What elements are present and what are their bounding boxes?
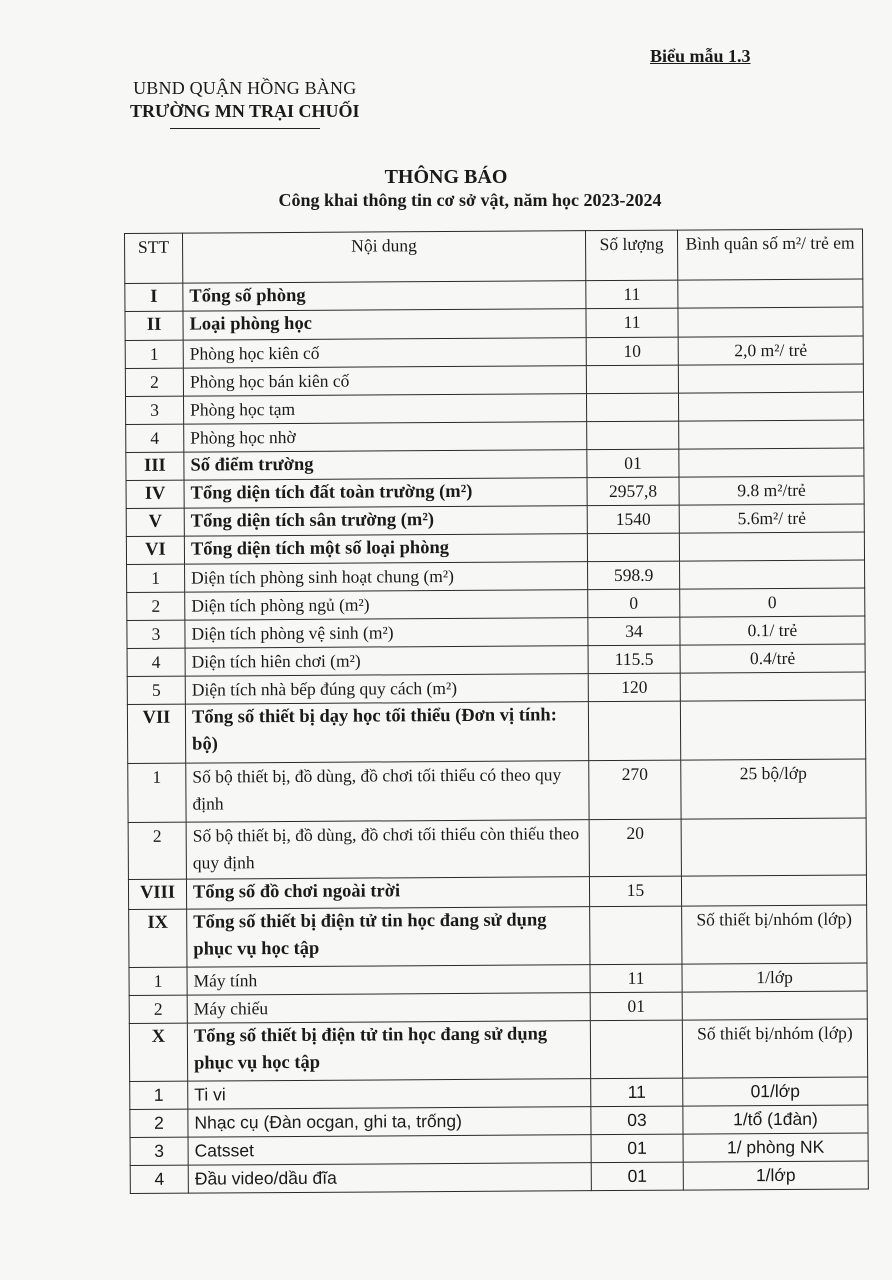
- table-row: [127, 588, 865, 621]
- row-stt: 1: [127, 564, 185, 592]
- row-average: 0.1/ trẻ: [680, 616, 865, 645]
- row-quantity: 01: [587, 449, 679, 478]
- row-stt: IX: [129, 909, 187, 967]
- row-quantity: 0: [588, 589, 680, 618]
- row-quantity: 11: [586, 308, 678, 338]
- row-average: [680, 700, 865, 760]
- table-row: [128, 759, 866, 823]
- row-stt: 4: [126, 424, 184, 452]
- table-row: [125, 392, 863, 425]
- row-quantity: 120: [588, 673, 680, 702]
- row-quantity: 03: [591, 1106, 683, 1135]
- row-stt: II: [125, 311, 183, 340]
- row-quantity: 2957,8: [587, 477, 679, 506]
- row-stt: 2: [130, 1109, 188, 1137]
- row-content: Diện tích phòng ngủ (m²): [185, 590, 588, 620]
- row-stt: 1: [130, 1081, 188, 1109]
- row-stt: 1: [125, 340, 183, 368]
- row-average: [678, 307, 863, 337]
- row-content: Số điểm trường: [184, 450, 587, 480]
- row-stt: VI: [126, 536, 184, 564]
- organization-block: [130, 78, 360, 129]
- row-average: 9.8 m²/trẻ: [679, 476, 864, 505]
- table-row: [125, 279, 863, 312]
- document-title: THÔNG BÁO: [384, 166, 508, 188]
- table-row: [127, 672, 865, 705]
- row-content: Phòng học kiên cố: [183, 338, 586, 368]
- row-quantity: 01: [590, 992, 682, 1021]
- table-row: [127, 616, 865, 649]
- row-content: Tổng diện tích sân trường (m²): [184, 506, 587, 536]
- row-stt: 1: [129, 967, 187, 995]
- row-stt: 3: [127, 620, 185, 648]
- table-row: [129, 905, 867, 968]
- header-stt: STT: [125, 233, 183, 283]
- row-content: Catsset: [188, 1135, 591, 1165]
- row-quantity: 01: [591, 1134, 683, 1163]
- parent-organization: UBND QUẬN HỒNG BÀNG: [133, 78, 357, 98]
- row-average: [680, 560, 865, 589]
- row-content: Số bộ thiết bị, đồ dùng, đồ chơi tối thiểu còn thiếu theo quy định: [186, 820, 589, 879]
- row-average: 1/lớp: [683, 1161, 868, 1190]
- row-content: Máy chiếu: [187, 993, 590, 1023]
- table-row: [127, 700, 865, 764]
- row-content: Diện tích phòng vệ sinh (m²): [185, 618, 588, 648]
- table-row: [130, 1077, 868, 1110]
- table-row: [126, 532, 864, 565]
- row-stt: VIII: [128, 879, 186, 909]
- row-stt: 4: [127, 648, 185, 676]
- row-quantity: 270: [589, 760, 681, 820]
- row-quantity: 11: [586, 280, 678, 309]
- row-stt: 2: [129, 995, 187, 1023]
- row-average: 0.4/trẻ: [680, 644, 865, 673]
- row-quantity: [590, 1020, 682, 1079]
- table-row: [126, 504, 864, 537]
- row-stt: 2: [125, 368, 183, 396]
- row-stt: 3: [125, 396, 183, 424]
- row-content: Phòng học tạm: [183, 394, 586, 424]
- row-average: Số thiết bị/nhóm (lớp): [682, 905, 867, 964]
- table-row: [127, 644, 865, 677]
- row-quantity: 11: [591, 1078, 683, 1107]
- row-average: 1/lớp: [682, 963, 867, 992]
- row-quantity: [587, 533, 679, 562]
- form-number: Biểu mẫu 1.3: [650, 46, 751, 66]
- table-row: [128, 818, 866, 880]
- row-average: [680, 672, 865, 701]
- table-row: [129, 963, 867, 996]
- row-average: [679, 532, 864, 561]
- header-content: Nội dung: [183, 231, 586, 283]
- table-row: [126, 476, 864, 509]
- row-stt: III: [126, 452, 184, 480]
- row-stt: VII: [127, 704, 185, 763]
- table-row: [125, 307, 863, 341]
- table-row: [126, 420, 864, 453]
- row-content: Nhạc cụ (Đàn ocgan, ghi ta, trống): [188, 1107, 591, 1137]
- header-quantity: Số lượng: [585, 230, 677, 281]
- row-content: Tổng diện tích một số loại phòng: [184, 534, 587, 564]
- row-stt: 2: [127, 592, 185, 620]
- row-quantity: 20: [589, 819, 681, 877]
- table-row: [130, 1161, 868, 1194]
- row-quantity: [590, 906, 682, 965]
- row-content: Tổng số đồ chơi ngoài trời: [186, 877, 589, 909]
- row-average: 1/tổ (1đàn): [683, 1105, 868, 1134]
- table-header-row: [125, 229, 863, 284]
- row-quantity: [586, 393, 678, 422]
- row-stt: X: [129, 1023, 187, 1081]
- row-quantity: 15: [589, 876, 681, 907]
- row-quantity: [588, 701, 680, 761]
- row-quantity: 10: [586, 337, 678, 366]
- row-average: [681, 875, 866, 906]
- row-content: Diện tích nhà bếp đúng quy cách (m²): [185, 674, 588, 704]
- row-content: Số bộ thiết bị, đồ dùng, đồ chơi tối thiểu có theo quy định: [186, 761, 589, 822]
- row-quantity: [587, 421, 679, 450]
- table-row: [125, 364, 863, 397]
- row-stt: 1: [128, 763, 186, 822]
- row-average: 1/ phòng NK: [683, 1133, 868, 1162]
- row-content: Diện tích phòng sinh hoạt chung (m²): [185, 562, 588, 592]
- row-stt: 4: [130, 1165, 188, 1193]
- table-row: [125, 336, 863, 369]
- row-quantity: 1540: [587, 505, 679, 534]
- row-content: Tổng số thiết bị dạy học tối thiểu (Đơn vị tính: bộ): [185, 702, 588, 763]
- row-content: Tổng số phòng: [183, 281, 586, 311]
- row-average: [682, 991, 867, 1020]
- row-quantity: 01: [591, 1162, 683, 1191]
- school-name: TRƯỜNG MN TRẠI CHUỐI: [130, 101, 360, 121]
- table-body: [125, 279, 869, 1193]
- row-stt: V: [126, 508, 184, 536]
- row-stt: 2: [128, 822, 186, 879]
- row-quantity: [586, 365, 678, 394]
- row-average: 25 bộ/lớp: [681, 759, 866, 819]
- row-average: [679, 420, 864, 449]
- row-content: Tổng số thiết bị điện tử tin học đang sử dụng phục vụ học tập: [187, 907, 590, 967]
- row-content: Ti vi: [188, 1079, 591, 1109]
- row-content: Tổng số thiết bị điện tử tin học đang sử dụng phục vụ học tập: [187, 1021, 590, 1081]
- row-content: Diện tích hiên chơi (m²): [185, 646, 588, 676]
- row-stt: I: [125, 283, 183, 311]
- table-row: [129, 1019, 867, 1082]
- row-quantity: 34: [588, 617, 680, 646]
- row-content: Phòng học bán kiên cố: [183, 366, 586, 396]
- row-average: 0: [680, 588, 865, 617]
- facilities-table: [124, 228, 869, 1193]
- row-stt: IV: [126, 480, 184, 508]
- table-row: [130, 1133, 868, 1166]
- table-row: [126, 448, 864, 481]
- row-average: 5.6m²/ trẻ: [679, 504, 864, 533]
- row-quantity: 11: [590, 964, 682, 993]
- school-underline: [170, 128, 320, 129]
- row-quantity: 598.9: [588, 561, 680, 590]
- row-quantity: 115.5: [588, 645, 680, 674]
- row-content: Loại phòng học: [183, 309, 586, 340]
- row-content: Đầu video/dầu đĩa: [188, 1163, 591, 1193]
- row-stt: 5: [127, 676, 185, 704]
- row-average: 01/lớp: [683, 1077, 868, 1106]
- row-content: Máy tính: [187, 965, 590, 995]
- row-average: Số thiết bị/nhóm (lớp): [682, 1019, 867, 1078]
- row-average: [679, 448, 864, 477]
- table-row: [130, 1105, 868, 1138]
- row-average: [678, 279, 863, 308]
- row-average: [678, 364, 863, 393]
- row-average: 2,0 m²/ trẻ: [678, 336, 863, 365]
- table-row: [127, 560, 865, 593]
- row-stt: 3: [130, 1137, 188, 1165]
- row-content: Phòng học nhờ: [184, 422, 587, 452]
- document-subtitle: Công khai thông tin cơ sở vật, năm học 2023-2024: [278, 190, 662, 210]
- table-row: [129, 991, 867, 1024]
- row-content: Tổng diện tích đất toàn trường (m²): [184, 478, 587, 508]
- row-average: [678, 392, 863, 421]
- table-row: [128, 875, 866, 910]
- row-average: [681, 818, 866, 876]
- header-average: Bình quân số m²/ trẻ em: [677, 229, 862, 280]
